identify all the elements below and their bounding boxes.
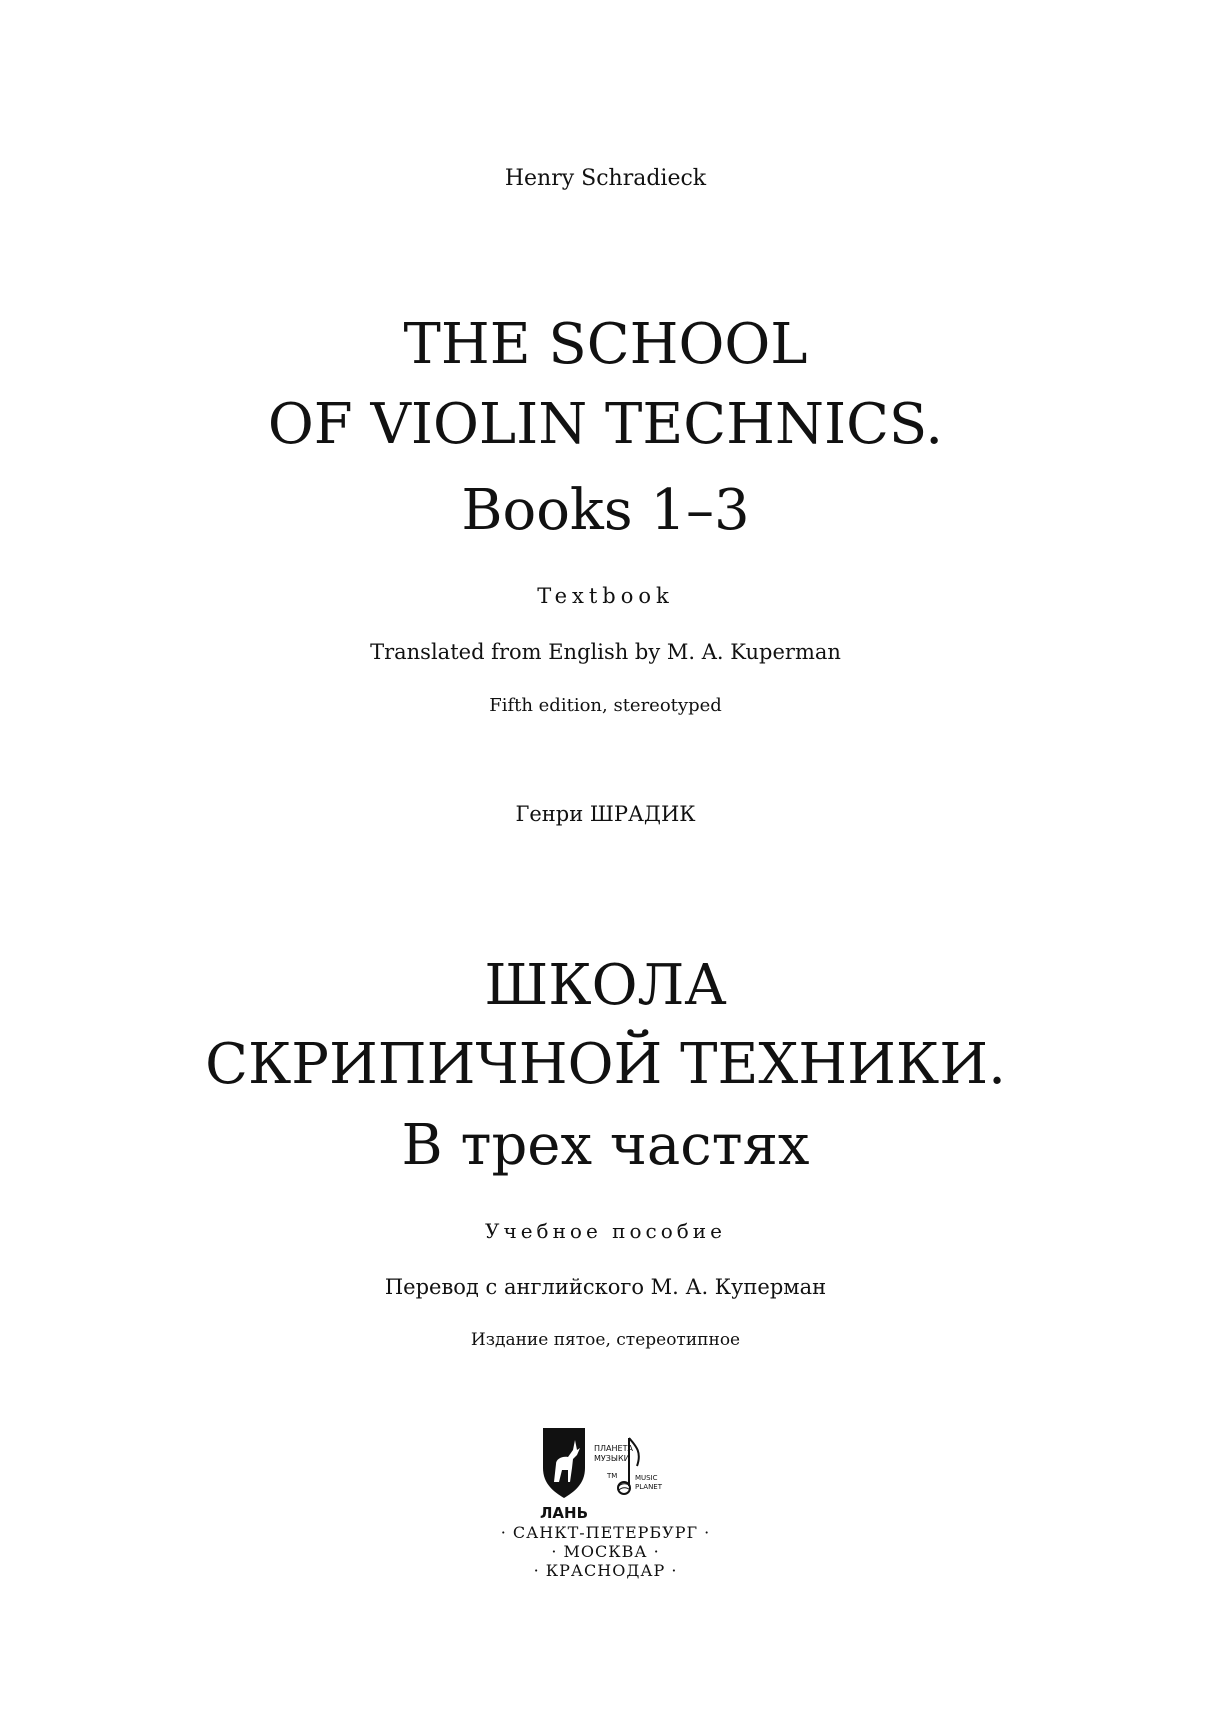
publisher-logo: [540, 1426, 670, 1526]
author-ru: Генри ШРАДИК: [515, 802, 696, 826]
city-moscow: · МОСКВА ·: [551, 1542, 660, 1561]
title-ru-line-2: СКРИПИЧНОЙ ТЕХНИКИ.: [205, 1032, 1006, 1097]
subtitle-ru: Учебное пособие: [485, 1219, 726, 1243]
title-en-line-1: THE SCHOOL: [403, 312, 808, 377]
author-en: Henry Schradieck: [504, 166, 707, 191]
tm-mark: TM: [607, 1472, 618, 1480]
translator-ru: Перевод с английского М. А. Куперман: [384, 1275, 827, 1299]
edition-ru: Издание пятое, стереотипное: [470, 1330, 741, 1350]
title-ru-line-3: В трех частях: [401, 1113, 810, 1178]
lan-logo-text: ЛАНЬ: [540, 1504, 589, 1522]
city-krasnodar: · КРАСНОДАР ·: [533, 1561, 678, 1580]
lan-deer-icon: [543, 1428, 585, 1498]
planeta-text-2: МУЗЫКИ: [594, 1454, 630, 1463]
planeta-text-1: ПЛАНЕТА: [594, 1444, 633, 1453]
city-saint-petersburg: · САНКТ-ПЕТЕРБУРГ ·: [500, 1523, 711, 1542]
title-en-line-3: Books 1–3: [461, 478, 750, 543]
translator-en: Translated from English by M. A. Kuperman: [370, 640, 841, 664]
title-ru-line-1: ШКОЛА: [484, 953, 727, 1018]
subtitle-en: Textbook: [537, 584, 674, 608]
title-en-line-2: OF VIOLIN TECHNICS.: [267, 392, 944, 457]
music-planet-text-1: MUSIC: [635, 1474, 658, 1482]
edition-en: Fifth edition, stereotyped: [489, 695, 722, 716]
music-planet-text-2: PLANET: [635, 1483, 663, 1491]
